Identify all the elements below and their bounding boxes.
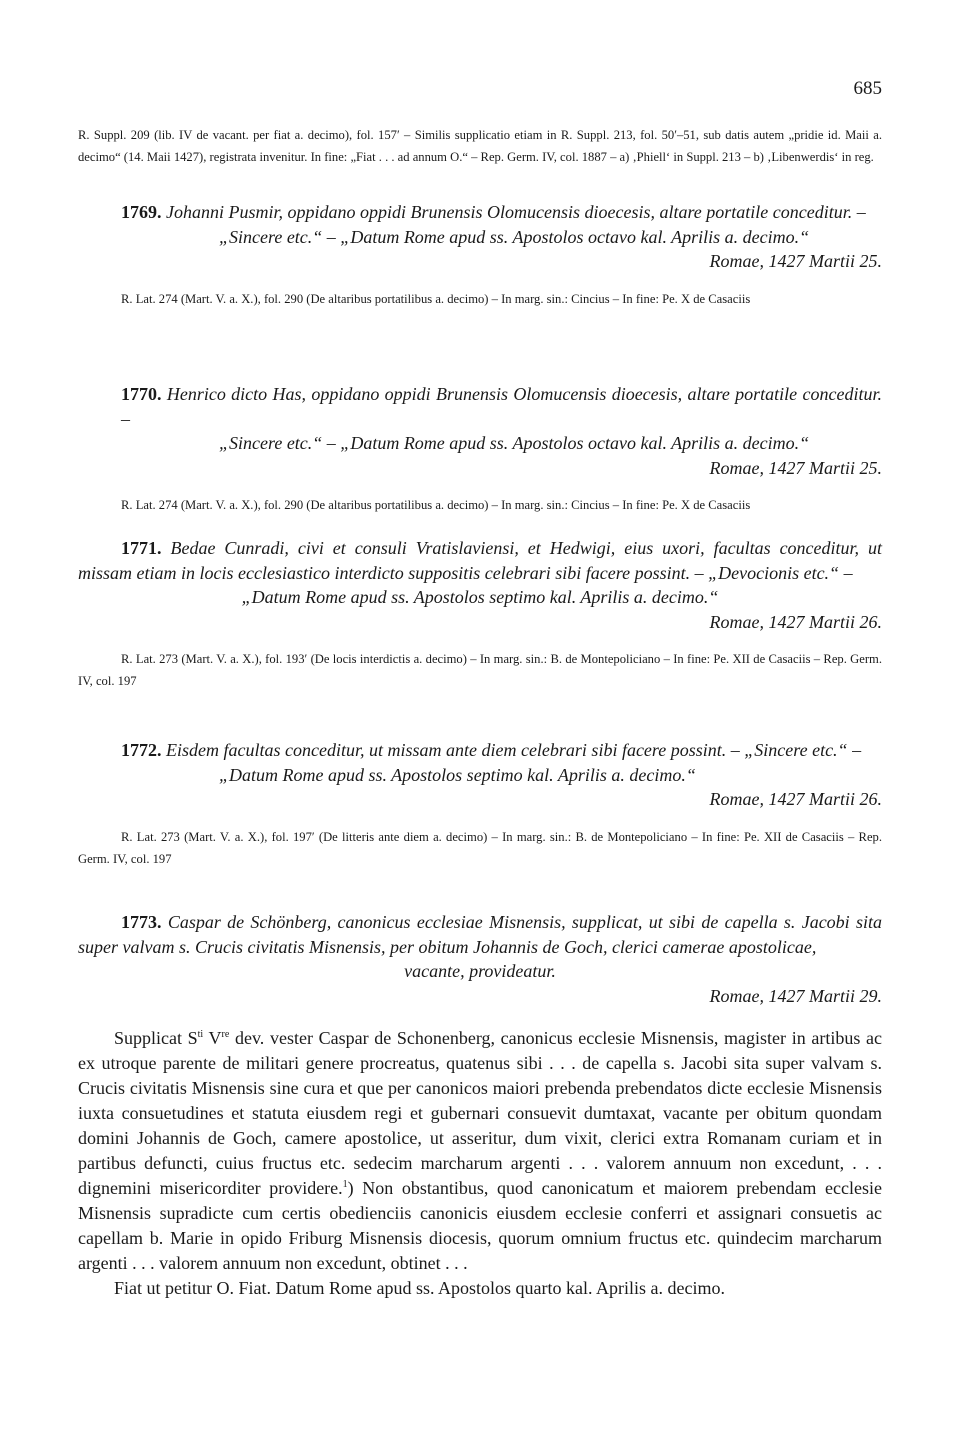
entry-1773 [78, 910, 882, 1008]
entry-source-note: R. Lat. 274 (Mart. V. a. X.), fol. 290 (De altaribus portatilibus a. decimo) – In marg. sin.: Cincius – In fine: Pe. X de Casaciis [121, 291, 751, 306]
entry-number: 1771. [121, 538, 162, 558]
entry-date: Romae, 1427 Martii 26. [709, 789, 882, 810]
superscript: ti [197, 1029, 204, 1040]
entry-source-note: R. Lat. 273 (Mart. V. a. X.), fol. 197′ (De litteris ante diem a. decimo) – In marg. sin.: B. de Montepoliciano – In fine: Pe. XII de Casaciis – Rep. Germ. IV, col. 197 [78, 829, 882, 866]
supplication-paragraph [78, 1026, 882, 1276]
entry-1769 [78, 200, 882, 310]
supplication-text [78, 1026, 882, 1301]
entry-number: 1770. [121, 384, 162, 404]
entry-number: 1773. [121, 912, 162, 932]
head-footnote: R. Suppl. 209 (lib. IV de vacant. per fiat a. decimo), fol. 157′ – Similis supplicatio etiam in R. Suppl. 213, fol. 50′–51, sub datis autem „pridie id. Maii a. decimo“ (14. Maii 1427), registrata invenitur. In fine: „Fiat . . . ad annum O.“ – Rep. Germ. IV, col. 1887 – a) ‚Phiell‘ in Suppl. 213 – b) ‚Libenwerdis‘ in reg. [78, 128, 882, 164]
entry-date: Romae, 1427 Martii 25. [709, 251, 882, 272]
entry-title-center: vacante, provideatur. [404, 961, 556, 982]
entry-number: 1772. [121, 740, 162, 760]
text-run: Supplicat S [114, 1028, 198, 1048]
entry-date: Romae, 1427 Martii 26. [709, 611, 882, 632]
entry-1771 [78, 536, 882, 692]
page-number: 685 [853, 78, 882, 99]
entry-title-center: „Datum Rome apud ss. Apostolos septimo kal. Aprilis a. decimo.“ [241, 587, 719, 608]
entry-title [78, 536, 882, 610]
entry-title-body: Caspar de Schönberg, canonicus ecclesiae Misnensis, supplicat, ut sibi de capella s. Jacobi sita super valvam s. Crucis civitatis Misnensis, per obitum Johannis de Goch, clerici camerae apostolicae, [78, 912, 882, 957]
entry-title [78, 738, 882, 787]
entry-title-line1: Eisdem facultas conceditur, ut missam ante diem celebrari sibi facere possint. – „Sincere etc.“ – [166, 740, 862, 760]
entry-title-line2: „Sincere etc.“ – „Datum Rome apud ss. Apostolos octavo kal. Aprilis a. decimo.“ [219, 226, 810, 247]
signature-paragraph: Fiat ut petitur O. Fiat. Datum Rome apud ss. Apostolos quarto kal. Aprilis a. decimo. [114, 1278, 725, 1298]
entry-title [78, 910, 882, 984]
entry-date: Romae, 1427 Martii 25. [709, 457, 882, 478]
entry-title-body: Bedae Cunradi, civi et consuli Vratislaviensi, et Hedwigi, eius uxori, facultas conceditur, ut missam etiam in locis ecclesiastico interdicto suppositis celebrari sibi facere possint. – „Devocionis etc.“ – [78, 538, 882, 583]
footnote-ref: 1 [342, 1179, 348, 1190]
entry-title-line2: „Sincere etc.“ – „Datum Rome apud ss. Apostolos octavo kal. Aprilis a. decimo.“ [219, 433, 810, 454]
entry-date: Romae, 1427 Martii 29. [709, 985, 882, 1006]
superscript: re [221, 1029, 230, 1040]
entry-1772 [78, 738, 882, 870]
entry-1770 [78, 382, 882, 516]
entry-number: 1769. [121, 202, 162, 222]
entry-title [78, 382, 882, 456]
entry-source-note: R. Lat. 273 (Mart. V. a. X.), fol. 193′ (De locis interdictis a. decimo) – In marg. sin.: B. de Montepoliciano – In fine: Pe. XII de Casaciis – Rep. Germ. IV, col. 197 [78, 652, 882, 689]
entry-title-line1: Johanni Pusmir, oppidano oppidi Brunensis Olomucensis dioecesis, altare portatile conceditur. – [166, 202, 866, 222]
text-run: ) Non obstantibus, quod canonicatum et maiorem prebendam ecclesie Misnensis supradicte cum certis obedienciis canonicis eiusdem ecclesie conferri et assignari consuetis ac capellam b. Marie in opido Friburg Misnensis diocesis, quorum omnium fructus etc. quindecim marcharum argenti . . . valorem annuum non excedunt, obtinet . . . [78, 1178, 882, 1273]
entry-title-line1: Henrico dicto Has, oppidano oppidi Brunensis Olomucensis dioecesis, altare portatile conceditur. – [121, 384, 882, 429]
text-run: dev. vester Caspar de Schonenberg, canonicus ecclesie Misnensis, magister in artibus ac ex utroque parente de militari genere procreatus, quatenus sibi . . . de capella s. Jacobi sita super valvam s. Crucis civitatis Misnensis sine cura et que per canonicos maiori prebenda prebendatos dicte ecclesie Misnensis iuxta consuetudines et statuta eiusdem regi et gubernari consuevit dumtaxat, vacante per obitum quondam domini Johannis de Goch, camere apostolice, ut asseritur, dum vixit, clerici extra Romanam curiam et in partibus defuncti, cuius fructus etc. sedecim marcharum argenti . . . valorem annuum non excedunt, . . . dignemini misericorditer providere. [78, 1028, 882, 1198]
entry-source-note: R. Lat. 274 (Mart. V. a. X.), fol. 290 (De altaribus portatilibus a. decimo) – In marg. sin.: Cincius – In fine: Pe. X de Casaciis [121, 498, 751, 513]
entry-title-line2: „Datum Rome apud ss. Apostolos septimo kal. Aprilis a. decimo.“ [219, 764, 696, 785]
text-run: V [203, 1028, 222, 1048]
entry-title [78, 200, 882, 249]
